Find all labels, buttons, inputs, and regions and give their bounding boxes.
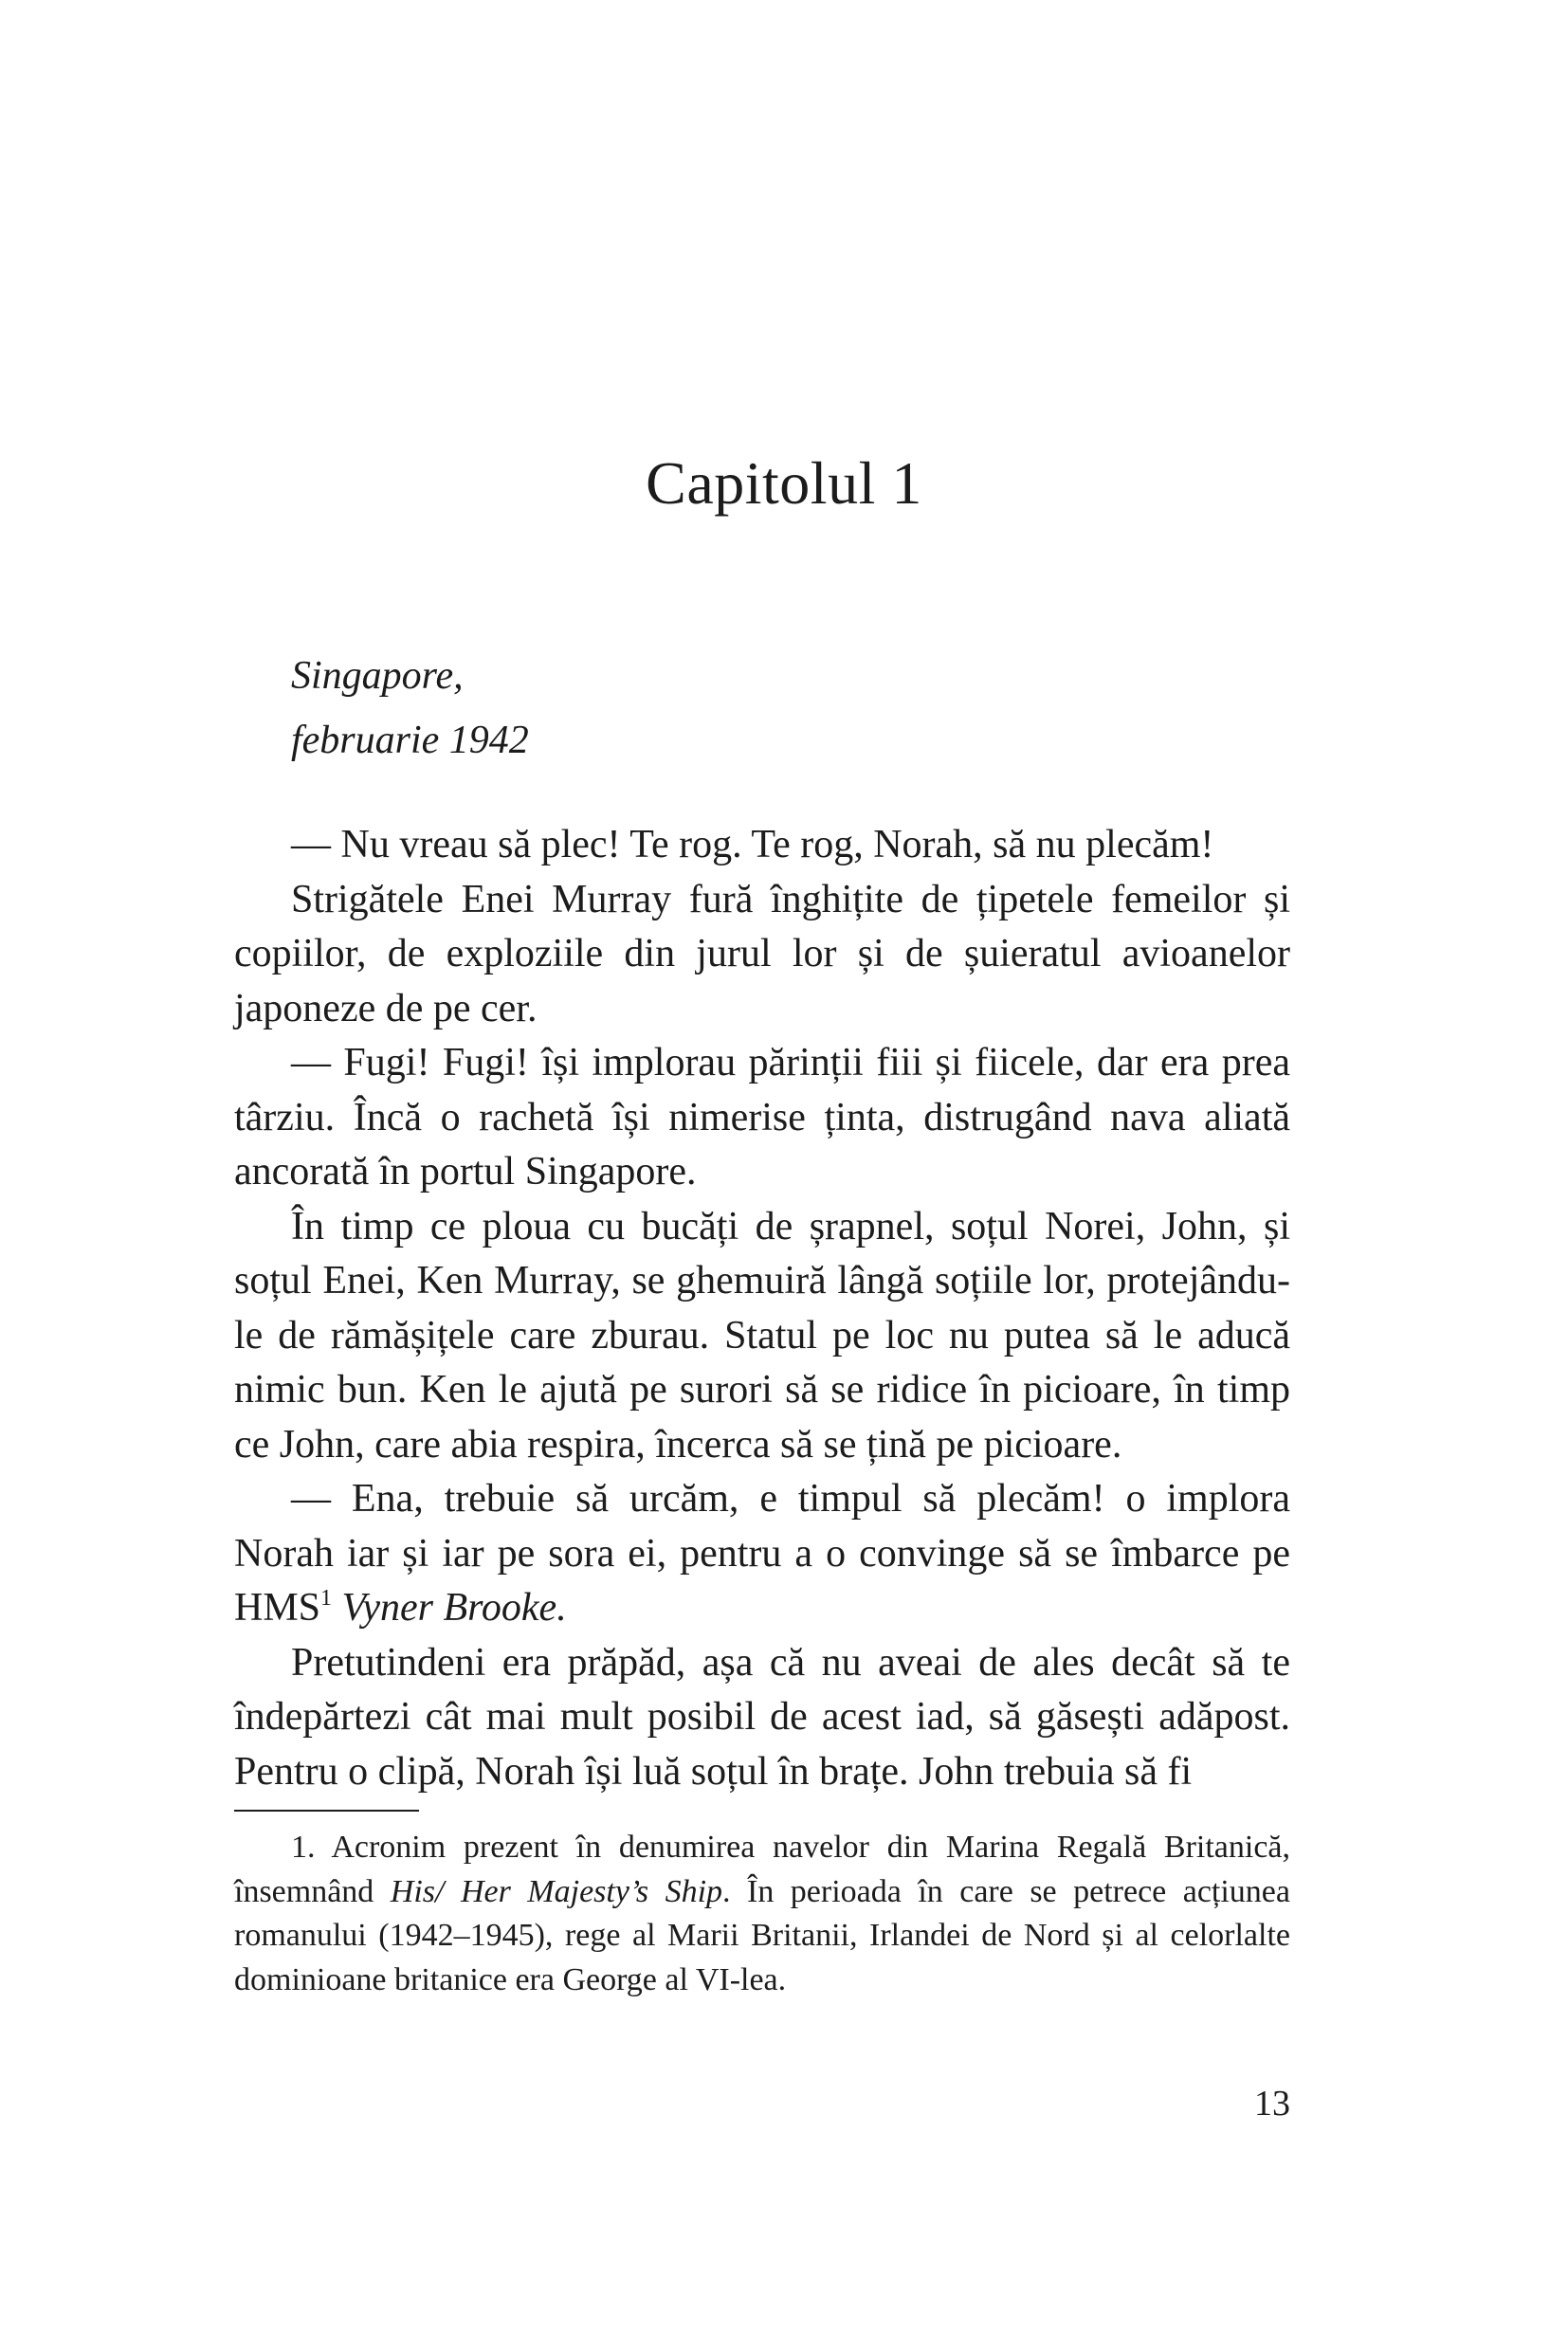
paragraph-space bbox=[332, 1586, 342, 1630]
footnote-divider bbox=[234, 1810, 419, 1812]
footnote-number: 1. bbox=[291, 1830, 316, 1865]
paragraph: Pretutindeni era prăpăd, așa că nu aveai de ales decât să te îndepărtezi cât mai mult posibil de acest iad, să găsești adăpost. Pentru o clipă, Norah își luă soțul în brațe. John trebuia să fi bbox=[234, 1640, 1290, 1794]
ship-name: Vyner Brooke. bbox=[341, 1586, 567, 1630]
paragraph: În timp ce ploua cu bucăți de șrapnel, soțul Norei, John, și soțul Enei, Ken Murray, se ghemuiră lângă soțiile lor, protejându-le de rămășițele care zburau. Statul pe loc nu putea să le aducă nimic bun. Ken le ajută pe surori să se ridice în picioare, în timp ce John, care abia respira, încerca să se țină pe picioare. bbox=[234, 1204, 1290, 1467]
footnote-reference: 1 bbox=[320, 1586, 333, 1611]
dateline-place: Singapore, bbox=[291, 654, 464, 698]
dateline-date: februarie 1942 bbox=[291, 719, 529, 762]
body-text bbox=[234, 818, 1290, 1799]
paragraph bbox=[234, 1472, 1290, 1636]
paragraph-text: — Ena, trebuie să urcăm, e timpul să plecăm! o implora Norah iar și iar pe sora ei, pentru a o convinge să se îmbarce pe HMS bbox=[234, 1477, 1290, 1630]
footnote-text: Acronim prezent în denumirea navelor din Marina Regală Britanică, însemnând bbox=[234, 1830, 1290, 1909]
page-number: 13 bbox=[1254, 2084, 1290, 2123]
footnote bbox=[234, 1826, 1290, 2002]
footnote-text-continued: . În perioada în care se petrece acțiunea romanului (1942–1945), rege al Marii Britanii, Irlandei de Nord și al celorlalte dominioane britanice era George al VI-lea. bbox=[234, 1873, 1290, 1997]
chapter-title: Capitolul 1 bbox=[646, 449, 922, 517]
footnote-term: His/ Her Majesty’s Ship bbox=[390, 1873, 723, 1909]
paragraph: — Fugi! Fugi! își implorau părinții fiii și fiicele, dar era prea târziu. Încă o rachetă își nimerise ținta, distrugând nava aliată ancorată în portul Singapore. bbox=[234, 1041, 1290, 1194]
paragraph: — Nu vreau să plec! Te rog. Te rog, Norah, să nu plecăm! bbox=[291, 823, 1214, 866]
paragraph: Strigătele Enei Murray fură înghițite de țipetele femeilor și copiilor, de exploziile din jurul lor și de șuieratul avioanelor japoneze de pe cer. bbox=[234, 877, 1290, 1030]
